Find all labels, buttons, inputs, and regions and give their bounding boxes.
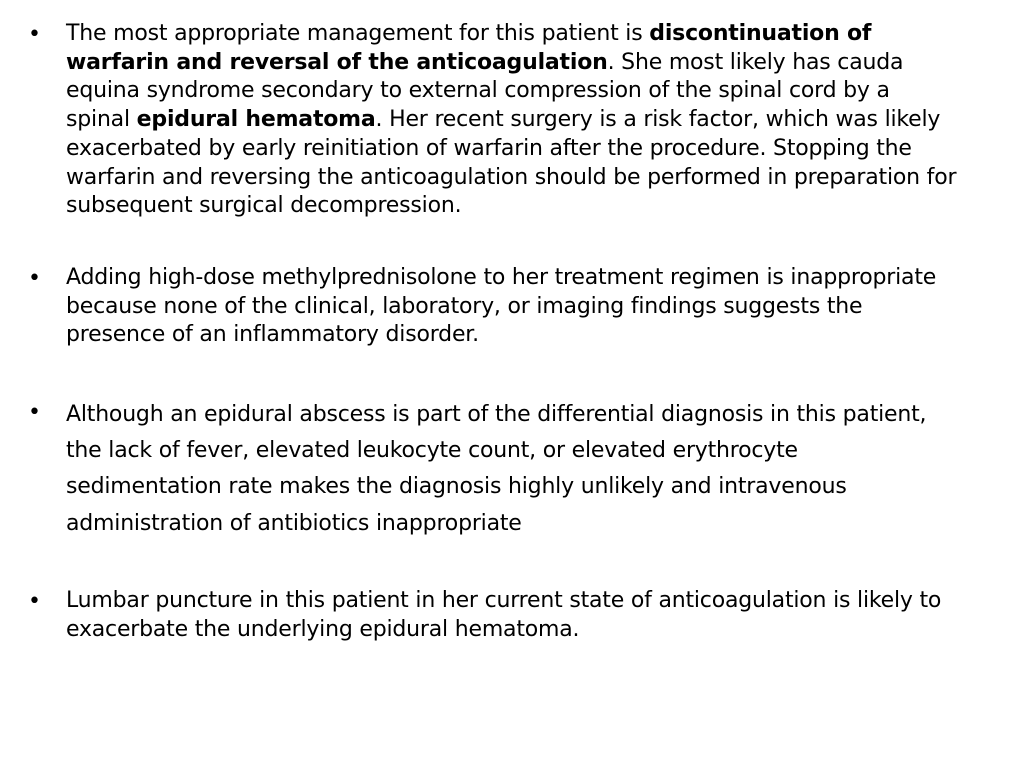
bullet-item-lumbar-puncture	[28, 587, 958, 644]
bullet-icon: •	[28, 22, 41, 47]
bullet-text-segment: Lumbar puncture in this patient in her current state of anticoagulation is likely to exacerbate the underlying epidural hematoma.	[66, 588, 942, 642]
bullet-text-bold-segment: discontinuation of warfarin and reversal of the anticoagulation	[66, 21, 872, 75]
bullet-text-segment: The most appropriate management for this patient is	[66, 21, 650, 46]
bullet-item-epidural-abscess	[28, 397, 958, 542]
bullet-icon: •	[28, 589, 41, 614]
bullet-text-segment: . She most likely has cauda equina syndrome secondary to external compression of the spinal cord by a spinal	[66, 49, 904, 133]
bullet-text-bold-segment: epidural hematoma	[136, 107, 376, 133]
bullet-text-segment: Adding high-dose methylprednisolone to her treatment regimen is inappropriate because none of the clinical, laboratory, or imaging findings suggests the presence of an inflammatory disorder.	[66, 265, 937, 348]
bullet-text-segment: . Her recent surgery is a risk factor, which was likely exacerbated by early reinitiation of warfarin after the procedure. Stopping the warfarin and reversing the anticoagulation should be performed in preparation for subsequent surgical decompression.	[66, 107, 957, 219]
bullet-text-segment: Although an epidural abscess is part of the differential diagnosis in this patient, the lack of fever, elevated leukocyte count, or elevated erythrocyte sedimentation rate makes the diagnosis highly unlikely and intravenous administration of antibiotics inappropriate	[66, 402, 927, 536]
bullet-text	[66, 20, 958, 221]
bullet-icon: •	[28, 266, 41, 291]
bullet-icon: •	[28, 400, 41, 425]
bullet-text	[66, 264, 958, 350]
bullet-item-methylprednisolone	[28, 264, 958, 350]
bullet-text	[66, 587, 958, 644]
bullet-item-management	[28, 20, 958, 221]
bullet-text	[66, 397, 958, 542]
